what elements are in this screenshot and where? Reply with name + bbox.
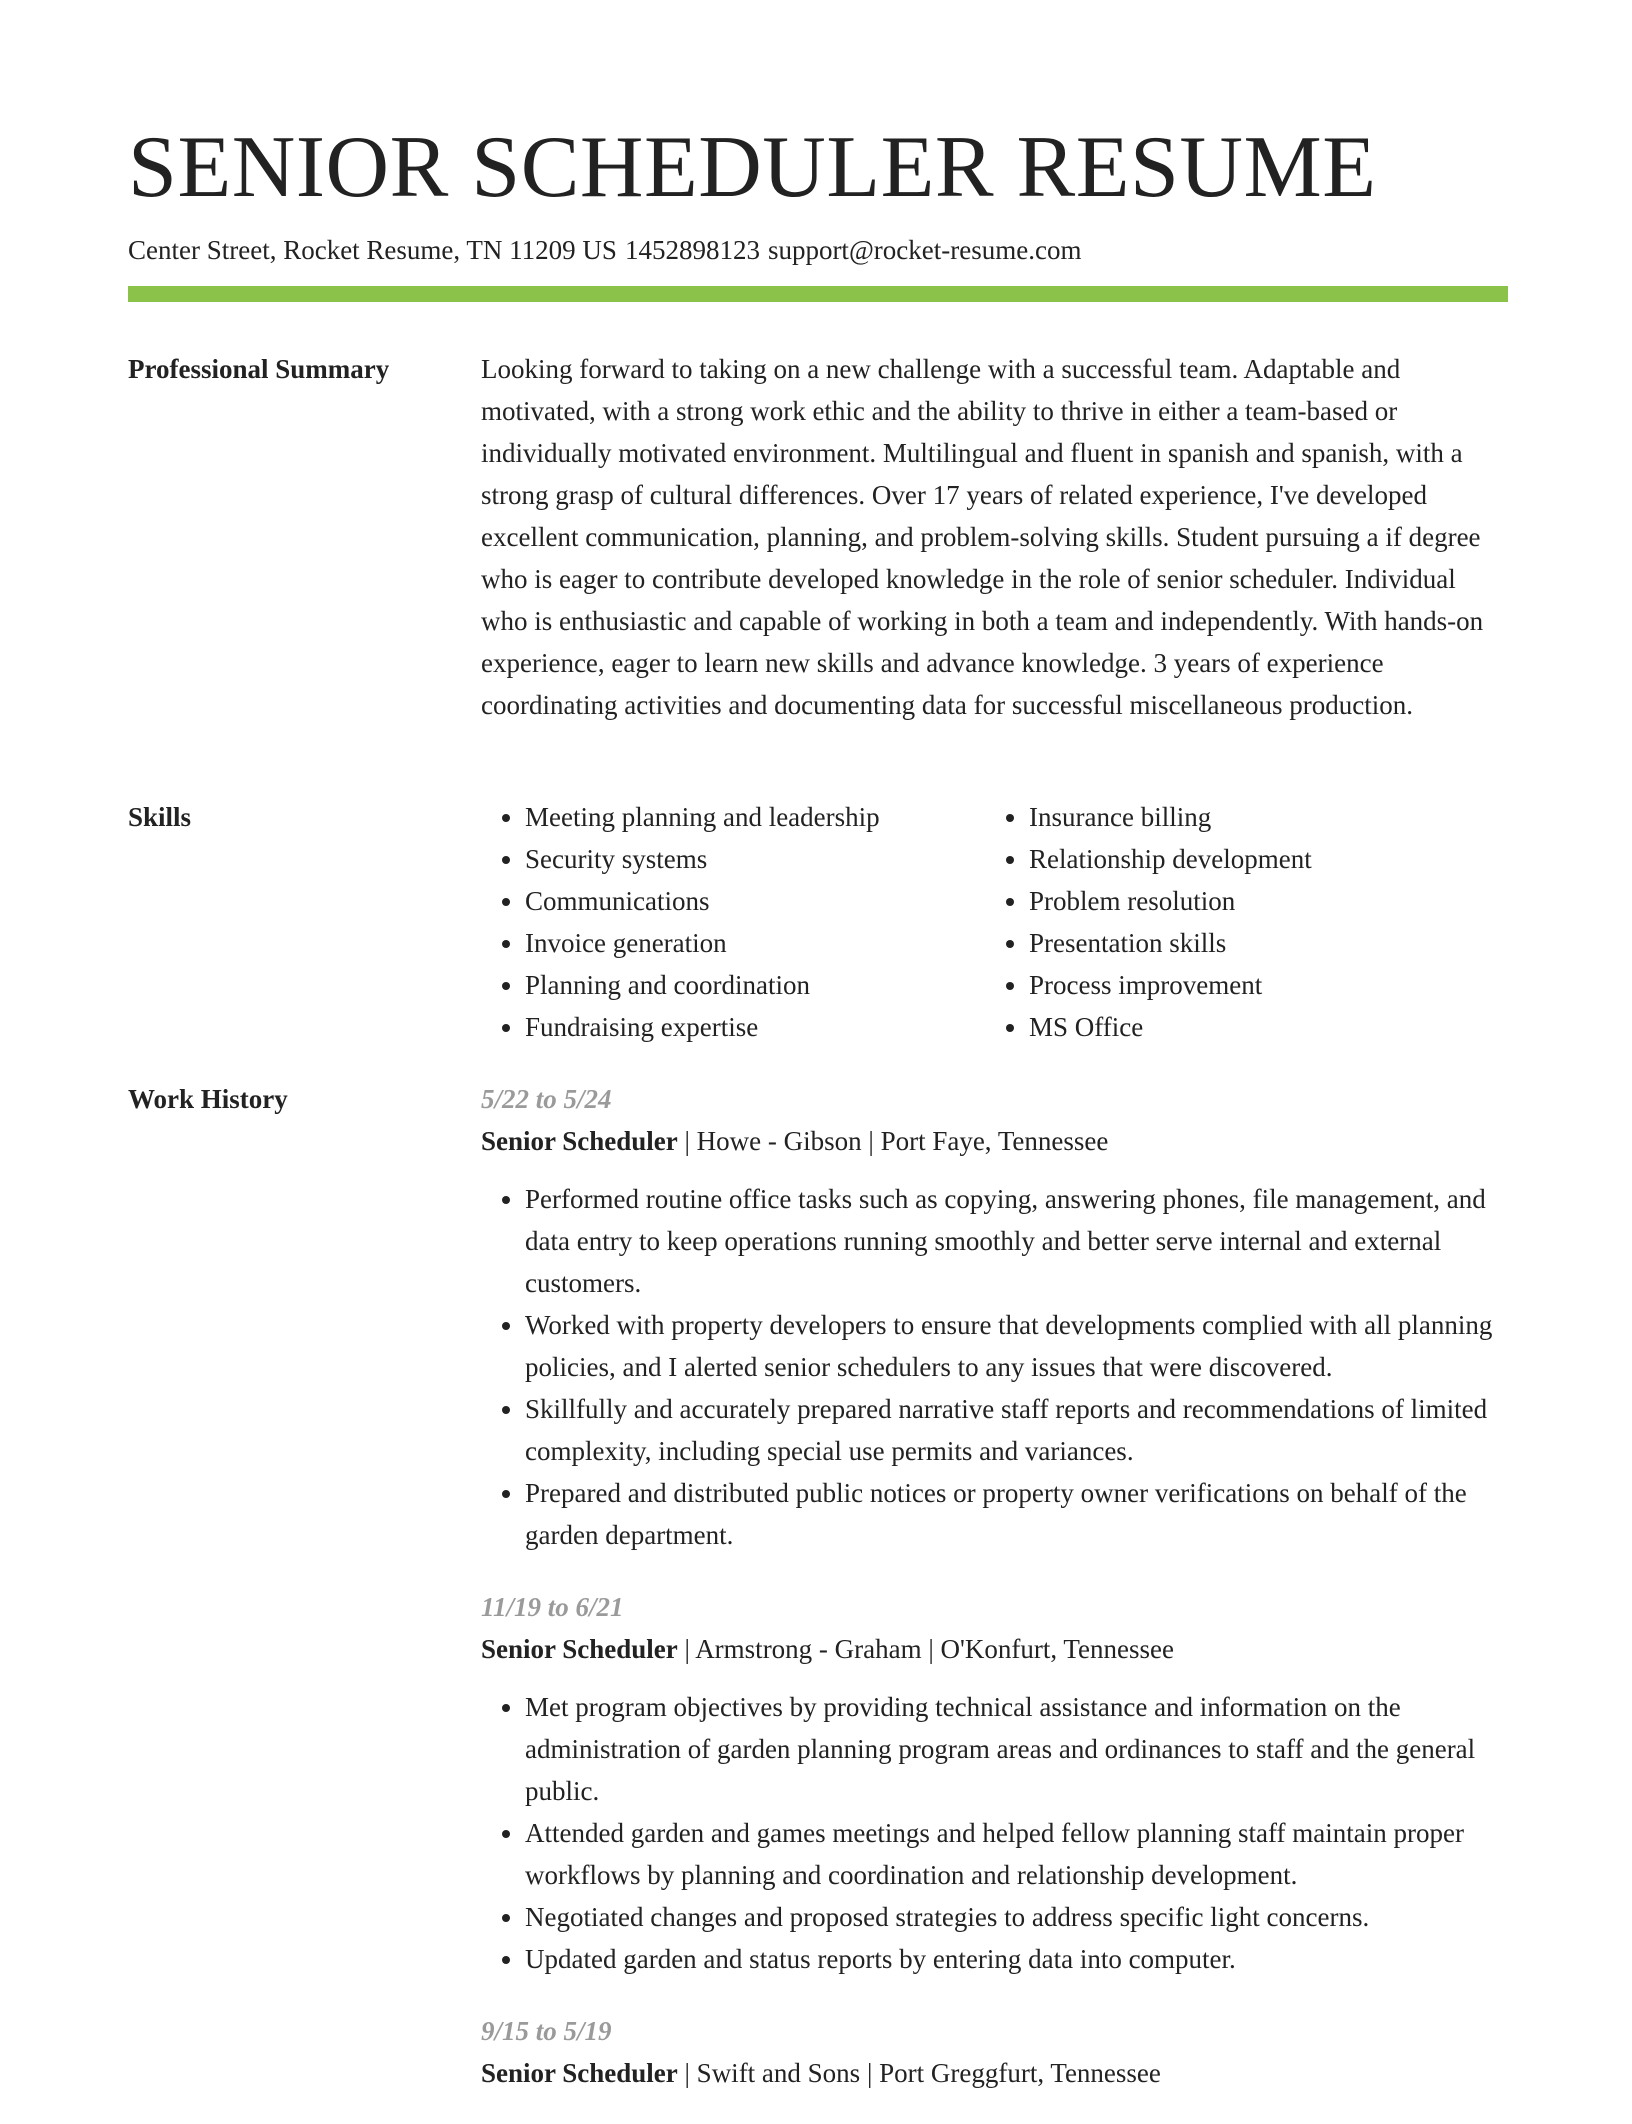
summary-section: [481, 348, 1508, 726]
job-bullet: • Updated garden and status reports by entering data into computer.: [525, 1938, 1508, 1980]
job-separator: |: [868, 1126, 874, 1156]
skill-item: • Invoice generation: [525, 922, 985, 964]
job-bullet: • Skillfully and accurately prepared narrative staff reports and recommendations of limited complexity, including special use permits and variances.: [525, 1388, 1508, 1472]
job-bullets: [481, 1178, 1508, 1556]
job-bullet: • Met program objectives by providing technical assistance and information on the administration of garden planning program areas and ordinances to staff and the general public.: [525, 1686, 1508, 1812]
job-entry: [481, 1586, 1508, 1980]
job-header: [481, 1120, 1508, 1162]
job-title: Senior Scheduler: [481, 2058, 678, 2088]
contact-phone: 1452898123: [624, 235, 760, 265]
skill-item: • MS Office: [1029, 1006, 1508, 1048]
job-title: Senior Scheduler: [481, 1634, 678, 1664]
job-bullet: • Attended garden and games meetings and helped fellow planning staff maintain proper workflows by planning and coordination and relationship development.: [525, 1812, 1508, 1896]
job-separator: |: [866, 2058, 873, 2088]
job-entry: [481, 2010, 1508, 2094]
contact-line: [128, 230, 1089, 270]
summary-heading: Professional Summary: [128, 354, 390, 384]
skills-list-left: [481, 796, 985, 1048]
skill-item: • Problem resolution: [1029, 880, 1508, 922]
skill-item: • Insurance billing: [1029, 796, 1508, 838]
job-separator: |: [684, 1634, 690, 1664]
job-separator: |: [684, 1126, 690, 1156]
header-divider: [128, 286, 1508, 302]
job-bullet: • Worked with property developers to ensure that developments complied with all planning policies, and I alerted senior schedulers to any issues that were discovered.: [525, 1304, 1508, 1388]
job-entry: [481, 1078, 1508, 1556]
skill-item: • Security systems: [525, 838, 985, 880]
skill-item: • Presentation skills: [1029, 922, 1508, 964]
contact-email: support@rocket-resume.com: [767, 235, 1082, 265]
job-location: Port Faye, Tennessee: [880, 1126, 1109, 1156]
skill-item: • Relationship development: [1029, 838, 1508, 880]
job-location: Port Greggfurt, Tennessee: [879, 2058, 1161, 2088]
job-title: Senior Scheduler: [481, 1126, 678, 1156]
job-company: Swift and Sons: [696, 2058, 861, 2088]
job-dates: 9/15 to 5/19: [481, 2016, 612, 2046]
skill-item: • Fundraising expertise: [525, 1006, 985, 1048]
job-separator: |: [928, 1634, 934, 1664]
skills-section: [481, 796, 1508, 1048]
work-history-heading: Work History: [128, 1084, 288, 1114]
job-bullet: • Performed routine office tasks such as copying, answering phones, file management, and data entry to keep operations running smoothly and better serve internal and external customers.: [525, 1178, 1508, 1304]
work-history-section: [481, 1078, 1508, 2124]
job-dates: 5/22 to 5/24: [481, 1084, 612, 1114]
job-bullet: • Prepared and distributed public notices or property owner verifications on behalf of the garden department.: [525, 1472, 1508, 1556]
summary-text: Looking forward to taking on a new challenge with a successful team. Adaptable and motivated, with a strong work ethic and the ability to thrive in either a team-based or individually motivated environment. Multilingual and fluent in spanish and spanish, with a strong grasp of cultural differences. Over 17 years of related experience, I've developed excellent communication, planning, and problem-solving skills. Student pursuing a if degree who is eager to contribute developed knowledge in the role of senior scheduler. Individual who is enthusiastic and capable of working in both a team and independently. With hands-on experience, eager to learn new skills and advance knowledge. 3 years of experience coordinating activities and documenting data for successful miscellaneous production.: [481, 354, 1484, 720]
skill-item: • Communications: [525, 880, 985, 922]
resume-title: SENIOR SCHEDULER RESUME: [128, 119, 1377, 216]
job-separator: |: [684, 2058, 690, 2088]
contact-address: Center Street, Rocket Resume, TN 11209 US: [128, 235, 617, 265]
job-header: [481, 2052, 1508, 2094]
job-bullets: [481, 1686, 1508, 1980]
skill-item: • Process improvement: [1029, 964, 1508, 1006]
skills-columns: [481, 796, 1508, 1048]
job-header: [481, 1628, 1508, 1670]
job-company: Howe - Gibson: [696, 1126, 862, 1156]
skills-heading: Skills: [128, 802, 192, 832]
skill-item: • Planning and coordination: [525, 964, 985, 1006]
job-location: O'Konfurt, Tennessee: [940, 1634, 1174, 1664]
job-bullet: • Negotiated changes and proposed strategies to address specific light concerns.: [525, 1896, 1508, 1938]
job-dates: 11/19 to 6/21: [481, 1592, 624, 1622]
job-company: Armstrong - Graham: [695, 1634, 922, 1664]
skills-list-right: [985, 796, 1508, 1048]
skill-item: • Meeting planning and leadership: [525, 796, 985, 838]
